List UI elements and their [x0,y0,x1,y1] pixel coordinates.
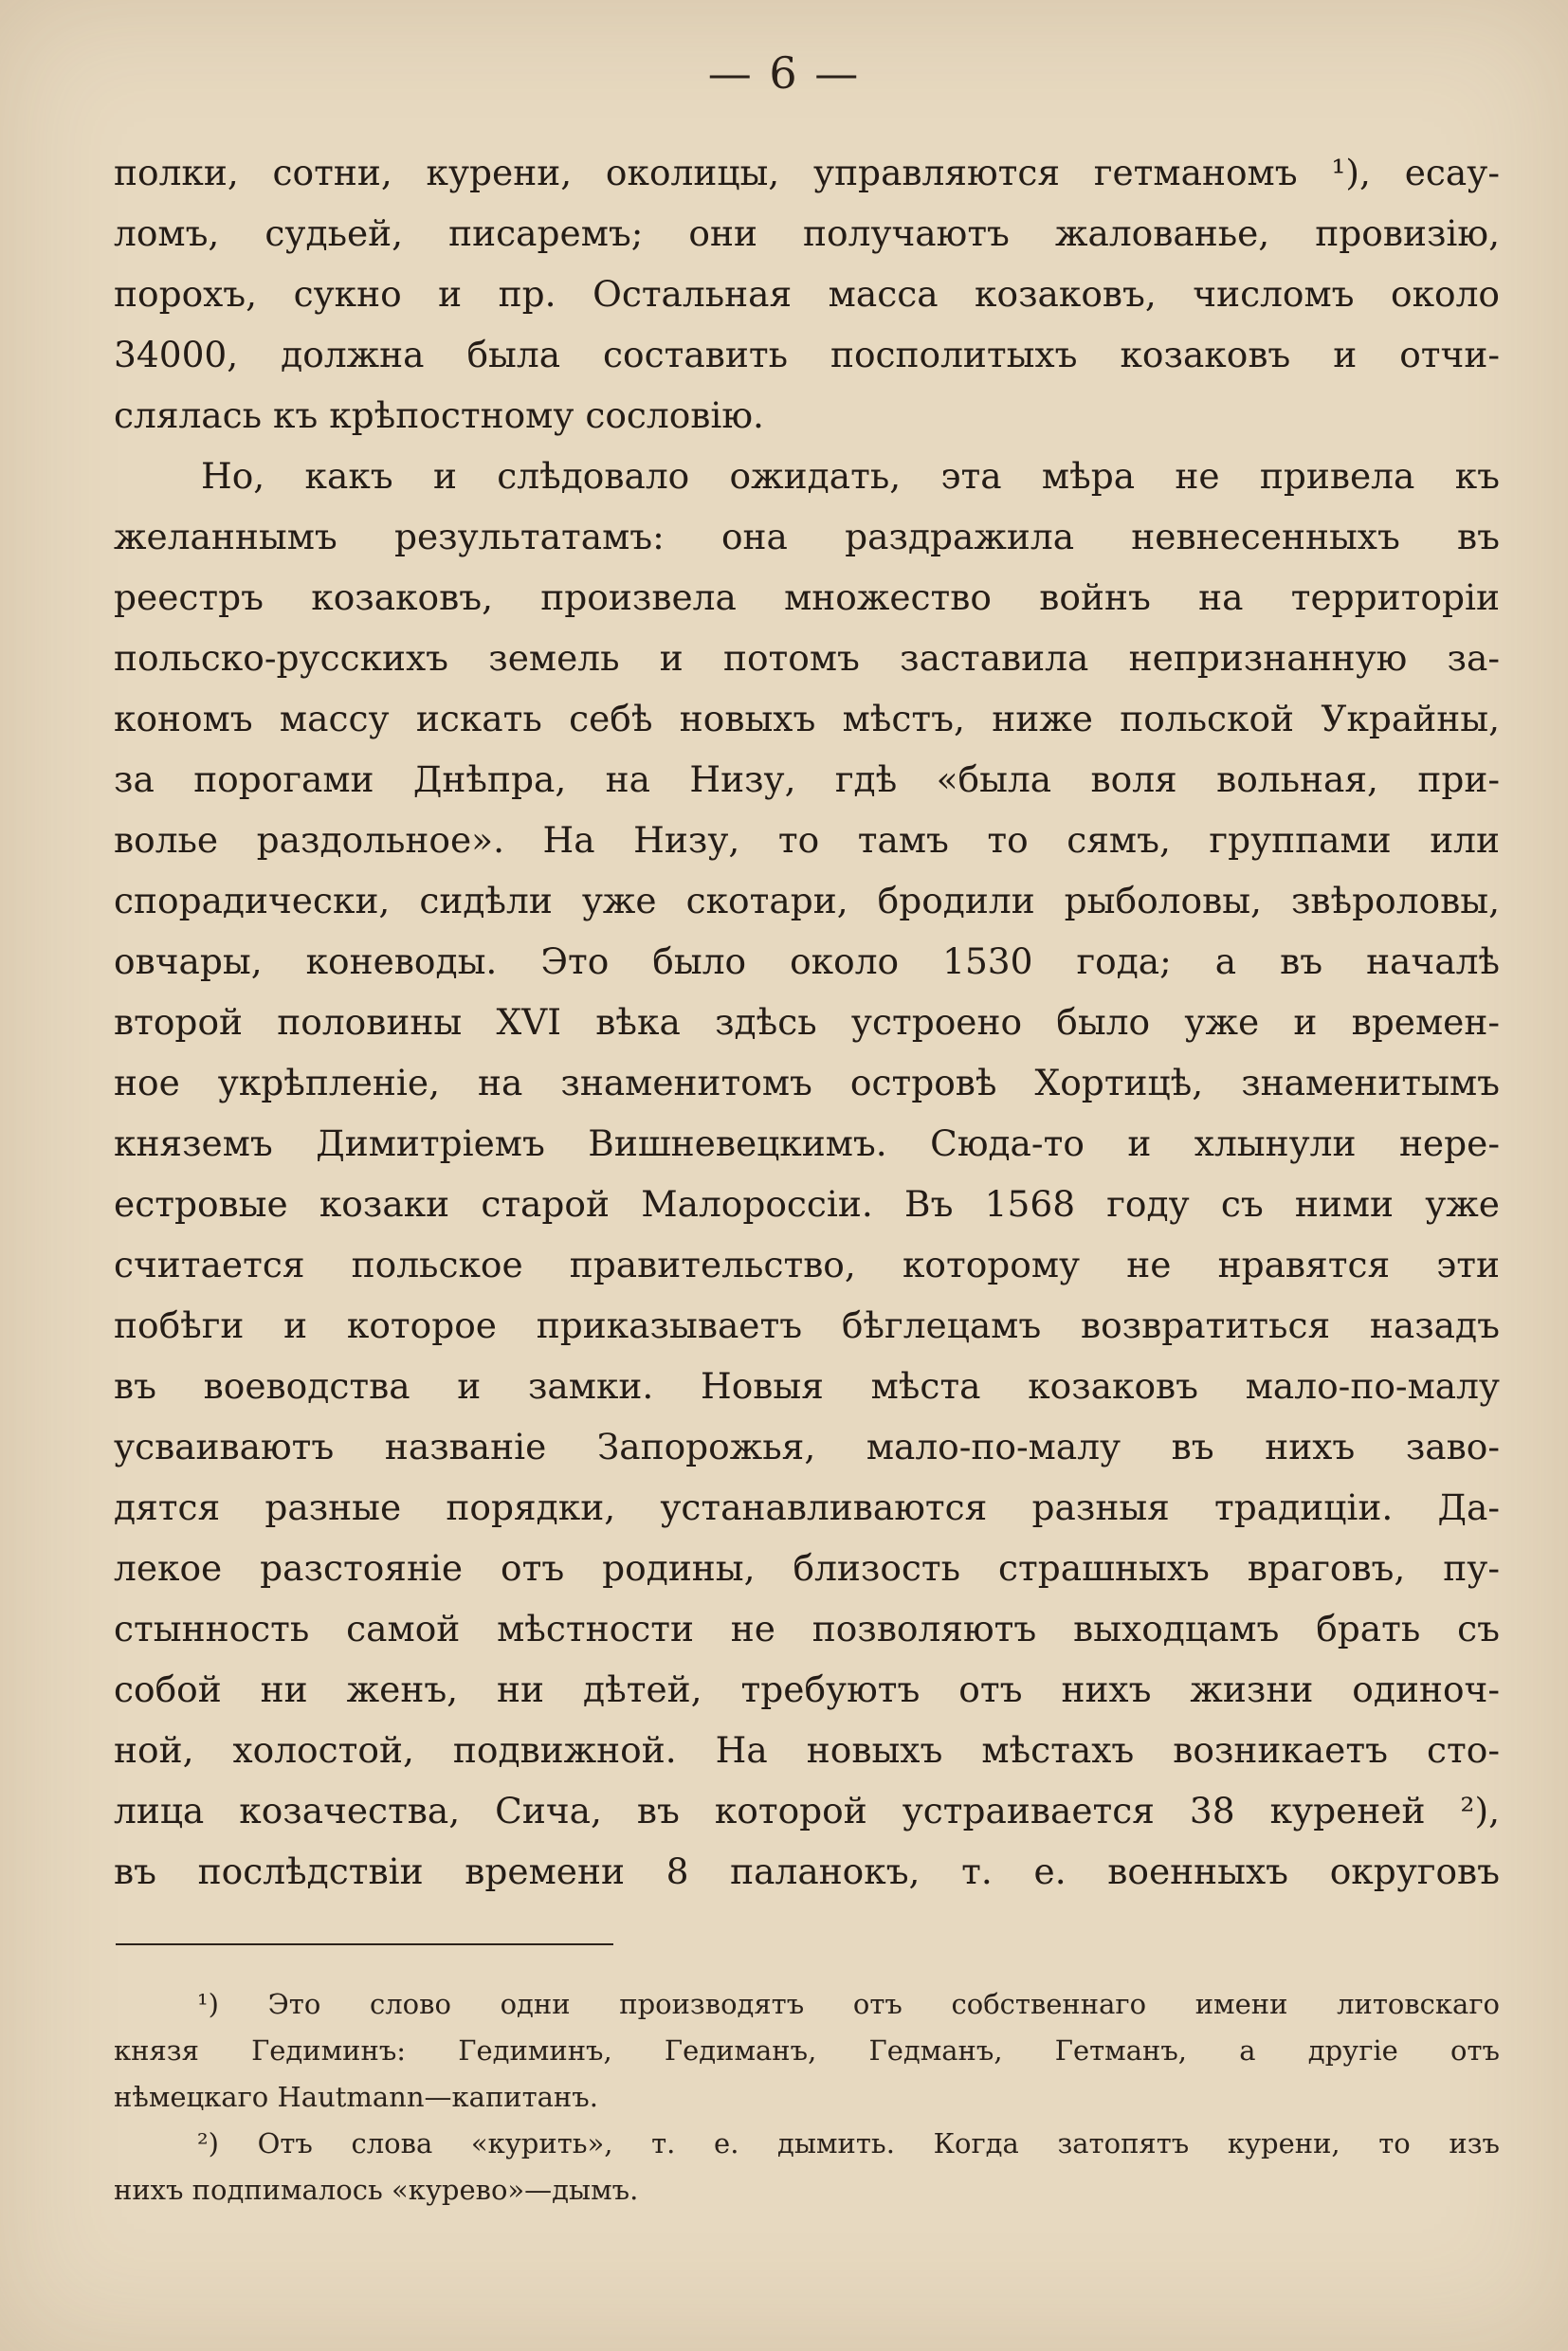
page-number: — 6 — [707,47,861,99]
text-line: ломъ, судьей, писаремъ; они получаютъ жалованье, провизію, [114,212,1500,254]
text-line: реестръ козаковъ, произвела множество войнъ на территоріи [114,576,1500,618]
paragraph-start-line: Но, какъ и слѣдовало ожидать, эта мѣра не привела къ [201,455,1500,497]
footnote-line: ²) Отъ слова «курить», т. е. дымить. Когда затопятъ курени, то изъ [197,2127,1500,2160]
text-line: дятся разные порядки, устанавливаются разныя традиціи. Да- [114,1486,1500,1528]
text-line: кономъ массу искать себѣ новыхъ мѣстъ, ниже польской Украйны, [114,698,1500,739]
text-line: за порогами Днѣпра, на Низу, гдѣ «была воля вольная, при- [114,758,1500,800]
text-line: 34000, должна была составить посполитыхъ козаковъ и отчи- [114,334,1500,375]
text-line: собой ни женъ, ни дѣтей, требуютъ отъ нихъ жизни одиноч- [114,1668,1500,1710]
text-line: слялась къ крѣпостному сословію. [114,394,764,436]
footnote-line: ¹) Это слово одни производятъ отъ собственнаго имени литовскаго [197,1988,1500,2020]
footnotes [114,1981,1500,2214]
text-line: считается польское правительство, которому не нравятся эти [114,1244,1500,1285]
text-line: естровые козаки старой Малороссіи. Въ 1568 году съ ними уже [114,1183,1500,1225]
text-line: порохъ, сукно и пр. Остальная масса козаковъ, числомъ около [114,273,1500,315]
main-text [114,142,1500,1902]
footnote-divider [116,1943,613,1945]
text-line: волье раздольное». На Низу, то тамъ то сямъ, группами или [114,819,1500,861]
text-line: побѣги и которое приказываетъ бѣглецамъ возвратиться назадъ [114,1304,1500,1346]
text-line: спорадически, сидѣли уже скотари, бродили рыболовы, звѣроловы, [114,880,1500,921]
text-line: ной, холостой, подвижной. На новыхъ мѣстахъ возникаетъ сто- [114,1729,1500,1771]
footnote-line: нихъ подпималось «курево»—дымъ. [114,2174,639,2206]
text-line: княземъ Димитріемъ Вишневецкимъ. Сюда-то и хлынули нере- [114,1122,1500,1164]
text-line: желаннымъ результатамъ: она раздражила невнесенныхъ въ [114,516,1500,557]
text-line: польско-русскихъ земель и потомъ заставила непризнанную за- [114,637,1500,679]
text-line: стынность самой мѣстности не позволяютъ выходцамъ брать съ [114,1608,1500,1649]
text-line: лекое разстояніе отъ родины, близость страшныхъ враговъ, пу- [114,1547,1500,1589]
footnote-line: князя Гедиминъ: Гедиминъ, Гедиманъ, Гедманъ, Гетманъ, а другіе отъ [114,2034,1500,2067]
text-line: второй половины XVI вѣка здѣсь устроено было уже и времен- [114,1001,1500,1043]
text-line: въ воеводства и замки. Новыя мѣста козаковъ мало-по-малу [114,1365,1500,1407]
text-line: лица козачества, Сича, въ которой устраивается 38 куреней ²), [114,1790,1500,1832]
text-line: ное укрѣпленіе, на знаменитомъ островѣ Хортицѣ, знаменитымъ [114,1062,1500,1103]
text-line: полки, сотни, курени, околицы, управляются гетманомъ ¹), есау- [114,152,1500,193]
text-line: овчары, коневоды. Это было около 1530 года; а въ началѣ [114,940,1500,982]
footnote-line: нѣмецкаго Hautmann—капитанъ. [114,2081,598,2113]
text-line: усваиваютъ названіе Запорожья, мало-по-малу въ нихъ заво- [114,1426,1500,1467]
text-line: въ послѣдствіи времени 8 паланокъ, т. е. военныхъ округовъ [114,1850,1500,1892]
